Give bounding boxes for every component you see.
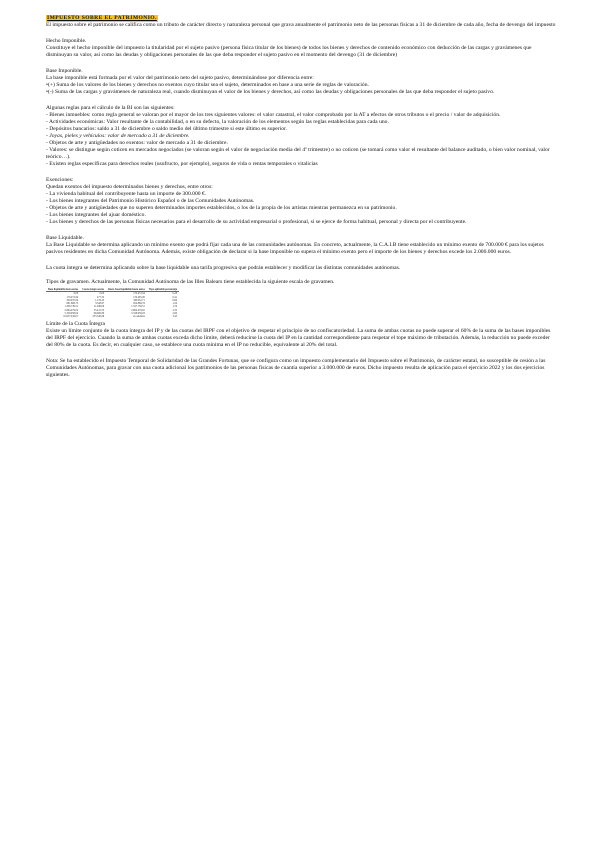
tax-scale-table-wrap	[46, 288, 556, 319]
reglas-list	[46, 112, 556, 168]
table-row	[46, 315, 179, 318]
nota-paragraph: Nota: Se ha establecido el Impuesto Temporal de Solidaridad de las Grandes Fortunas, que se configura como un impuesto complementario del Impuesto sobre el Patrimonio, de carácter estatal, no susceptible de cesión a las Comunidades Autónomas, para gravar con una cuota adicional los patrimonios de las personas físicas de cuantía superior a 3.000.000 de euros. Dicho impuesto resulta de aplicación para el ejercicio 2022 y los dos ejercicios siguientes.	[46, 357, 546, 378]
table-header: Resto base liquidable hasta euros	[108, 288, 145, 291]
exencion-item: - Objetos de arte y antigüedades que no superen determinados importes establecidos, o los de la propia de los artistas mientras permanezca en su patrimonio.	[46, 205, 397, 211]
table-cell: 0,41	[172, 295, 178, 299]
regla-item: - Objetos de arte y antigüedades no exentos: valor de mercado a 31 de diciembre.	[46, 140, 228, 146]
table-cell: 0,69	[172, 298, 178, 302]
table-cell: 5.328.958,04	[64, 312, 79, 316]
liquidable-heading: Base Liquidable.	[46, 235, 84, 241]
table-cell: 2.664.479,02	[131, 308, 145, 312]
table-header-row	[46, 288, 179, 292]
table-cell: 11.649,06	[93, 305, 105, 309]
exenciones-heading: Exenciones:	[46, 177, 74, 183]
table-cell: 340.937,04	[66, 298, 79, 302]
table-cell: 3,45	[172, 315, 178, 319]
regla-item: - Existen reglas específicas para derechos reales (usufructo, por ejemplo), seguros de vida o rentas temporales o vitalicias	[46, 161, 318, 167]
limite-paragraph: Existe un límite conjunto de la cuota íntegra del IP y de las cuotas del IRPF con el objetivo de respetar el principio de no confiscatoriedad. La suma de ambas cuotas no puede superar el 60% de la suma de las bases imponibles del IRPF del ejercicio. Cuando la suma de ambas cuotas exceda dicho límite, deberá reducirse la cuota del IP en la cantidad correspondiente para respetar el tope máximo de tributación. Además, la reducción no puede exceder del 80% de la cuota. Es decir, en cualquier caso, se establece una cuota mínima en el IP no reducible, equivalente al 20% del total.	[46, 327, 551, 348]
table-cell: 1.327.739,51	[131, 305, 145, 309]
regla-item: - Valores: se distingue según coticen en mercados negociados (se valoran según el valor de negociación media del 4º trimestre) o no coticen (se tomará como valor el resultante del balance auditado, o bien valor nominal, valor teórico…).	[46, 147, 550, 160]
table-cell: 10.657.916,07	[63, 315, 79, 319]
reglas-heading: Algunas reglas para el cálculo de la BI son las siguientes:	[46, 105, 175, 111]
base-item: •(+) Suma de los valores de los bienes y derechos no exentos cuyo titular sea el sujeto, determinados en base a una serie de reglas de valoración.	[46, 82, 369, 88]
table-cell: 2.664.479,02	[64, 308, 79, 312]
regla-item: - Actividades económicas: Valor resultante de la contabilidad, o en su defecto, la valoración de los elementos según las reglas establecidas para cada uno.	[46, 119, 389, 125]
table-cell: 1.336.739,51	[64, 305, 79, 309]
table-cell: 340.932,71	[133, 298, 145, 302]
table-cell: 1.176,23	[95, 298, 105, 302]
tax-scale-table	[46, 288, 179, 319]
base-item: •(-) Suma de las cargas y gravámenes de naturaleza real, cuando disminuyan el valor de los bienes y derechos, así como las deudas y obligaciones personales de las que deba responder el sujeto pasivo.	[46, 89, 495, 95]
cuota-paragraph: La cuota íntegra se determina aplicando sobre la base liquidable una tarifa progresiva que podrán establecer y modificar las distintas comunidades autónomas.	[46, 265, 401, 271]
base-heading: Base Imponible.	[46, 68, 83, 74]
table-cell: 98.000,80	[93, 312, 105, 316]
tipos-paragraph: Tipos de gravamen. Actualmente, la Comunidad Autónoma de las Illes Balears tiene establecida la siguiente escala de gravamen.	[46, 279, 335, 285]
document-page	[46, 15, 556, 379]
table-cell: 681.869,75	[66, 302, 79, 306]
table-cell: 654.869,76	[133, 302, 145, 306]
regla-item: - Bienes inmuebles: como regla general se valoran por el mayor de los tres siguientes valores: el valor catastral, el valor comprobado por la AT a efectos de otros tributos o el precio / valor de adquisición.	[46, 112, 501, 118]
table-cell: 1,24	[172, 302, 178, 306]
exencion-item: - Los bienes y derechos de las personas físicas necesarios para el desarrollo de su actividad empresarial o profesional, si se ejerce de forma habitual, personal y directa por el contribuyente.	[46, 219, 467, 225]
table-header: Cuota íntegra euros	[82, 288, 105, 291]
table-cell: en adelante	[133, 315, 145, 319]
document-title: IMPUESTO SOBRE EL PATRIMONIO.	[47, 15, 157, 21]
table-cell: 170.472,04	[133, 292, 145, 296]
intro-paragraph: El impuesto sobre el patrimonio se califica como un tributo de carácter directo y naturaleza personal que grava anualmente el patrimonio neto de las personas físicas a 31 de diciembre de cada año, fecha de devengo del impuesto	[46, 22, 556, 28]
table-cell: 253.540,66	[92, 315, 105, 319]
regla-item: - Joyas, pieles y vehículos: valor de mercado a 31 de diciembre.	[46, 133, 190, 139]
table-cell: 2,90	[172, 312, 178, 316]
hecho-paragraph: Constituye el hecho imponible del impuesto la titularidad por el sujeto pasivo (persona física titular de los bienes) de todos los bienes y derechos de contenido económico con deducción de las cargas y gravámenes que disminuyan su valor, así como las deudas y obligaciones personales de las que deba responder el sujeto pasivo en el momento del devengo (31 de diciembre)	[46, 45, 532, 58]
table-header: Base liquidable hasta euros	[48, 288, 79, 291]
table-cell: 35.415,55	[93, 308, 105, 312]
exencion-item: - La vivienda habitual del contribuyente hasta un importe de 300.000 €.	[46, 191, 207, 197]
liquidable-paragraph: La Base Liquidable se determina aplicando un mínimo exento que podrá fijar cada una de las comunidades autónomas. En concreto, actualmente, la C.A.I.B tiene establecido un mínimo exento de 700.000 € para los sujetos pasivos residentes en dicha Comunidad Autónoma. Además, existe obligación de declarar si la base imponible no supera el mínimo exento pero el importe de los bienes y derechos excede los 2.000.000 euros.	[46, 242, 544, 255]
regla-item: - Depósitos bancarios: saldo a 31 de diciembre o saldo medio del último trimestre si este último es superior.	[46, 126, 287, 132]
table-cell: 170.472,04	[66, 295, 79, 299]
exencion-item: - Los bienes integrantes del ajuar doméstico.	[46, 212, 146, 218]
table-header: Tipo aplicable porcentaje	[148, 288, 178, 291]
table-body	[46, 292, 179, 319]
table-cell: 0,00	[73, 292, 79, 296]
base-list	[46, 82, 556, 96]
table-cell: 0,28	[172, 292, 178, 296]
table-cell: 170.465,00	[133, 295, 145, 299]
exencion-item: - Los bienes integrantes del Patrimonio Histórico Español o de las Comunidades Autónomas.	[46, 198, 255, 204]
exenciones-intro: Quedan exentos del impuesto determinados bienes y derechos, entre otros:	[46, 184, 213, 190]
table-cell: 477,32	[97, 295, 105, 299]
base-paragraph: La base imponible está formada por el valor del patrimonio neto del sujeto pasivo, determinándose por diferencia entre:	[46, 75, 314, 81]
table-cell: 1,79	[172, 305, 178, 309]
table-cell: 5.328.958,03	[131, 312, 145, 316]
table-cell: 0,00	[99, 292, 105, 296]
exenciones-list	[46, 191, 556, 226]
hecho-heading: Hecho Imponible.	[46, 38, 87, 44]
limite-heading: Límite de la Cuota Íntegra	[46, 320, 106, 327]
table-cell: 3.528,67	[95, 302, 105, 306]
table-cell: 2,35	[172, 308, 178, 312]
